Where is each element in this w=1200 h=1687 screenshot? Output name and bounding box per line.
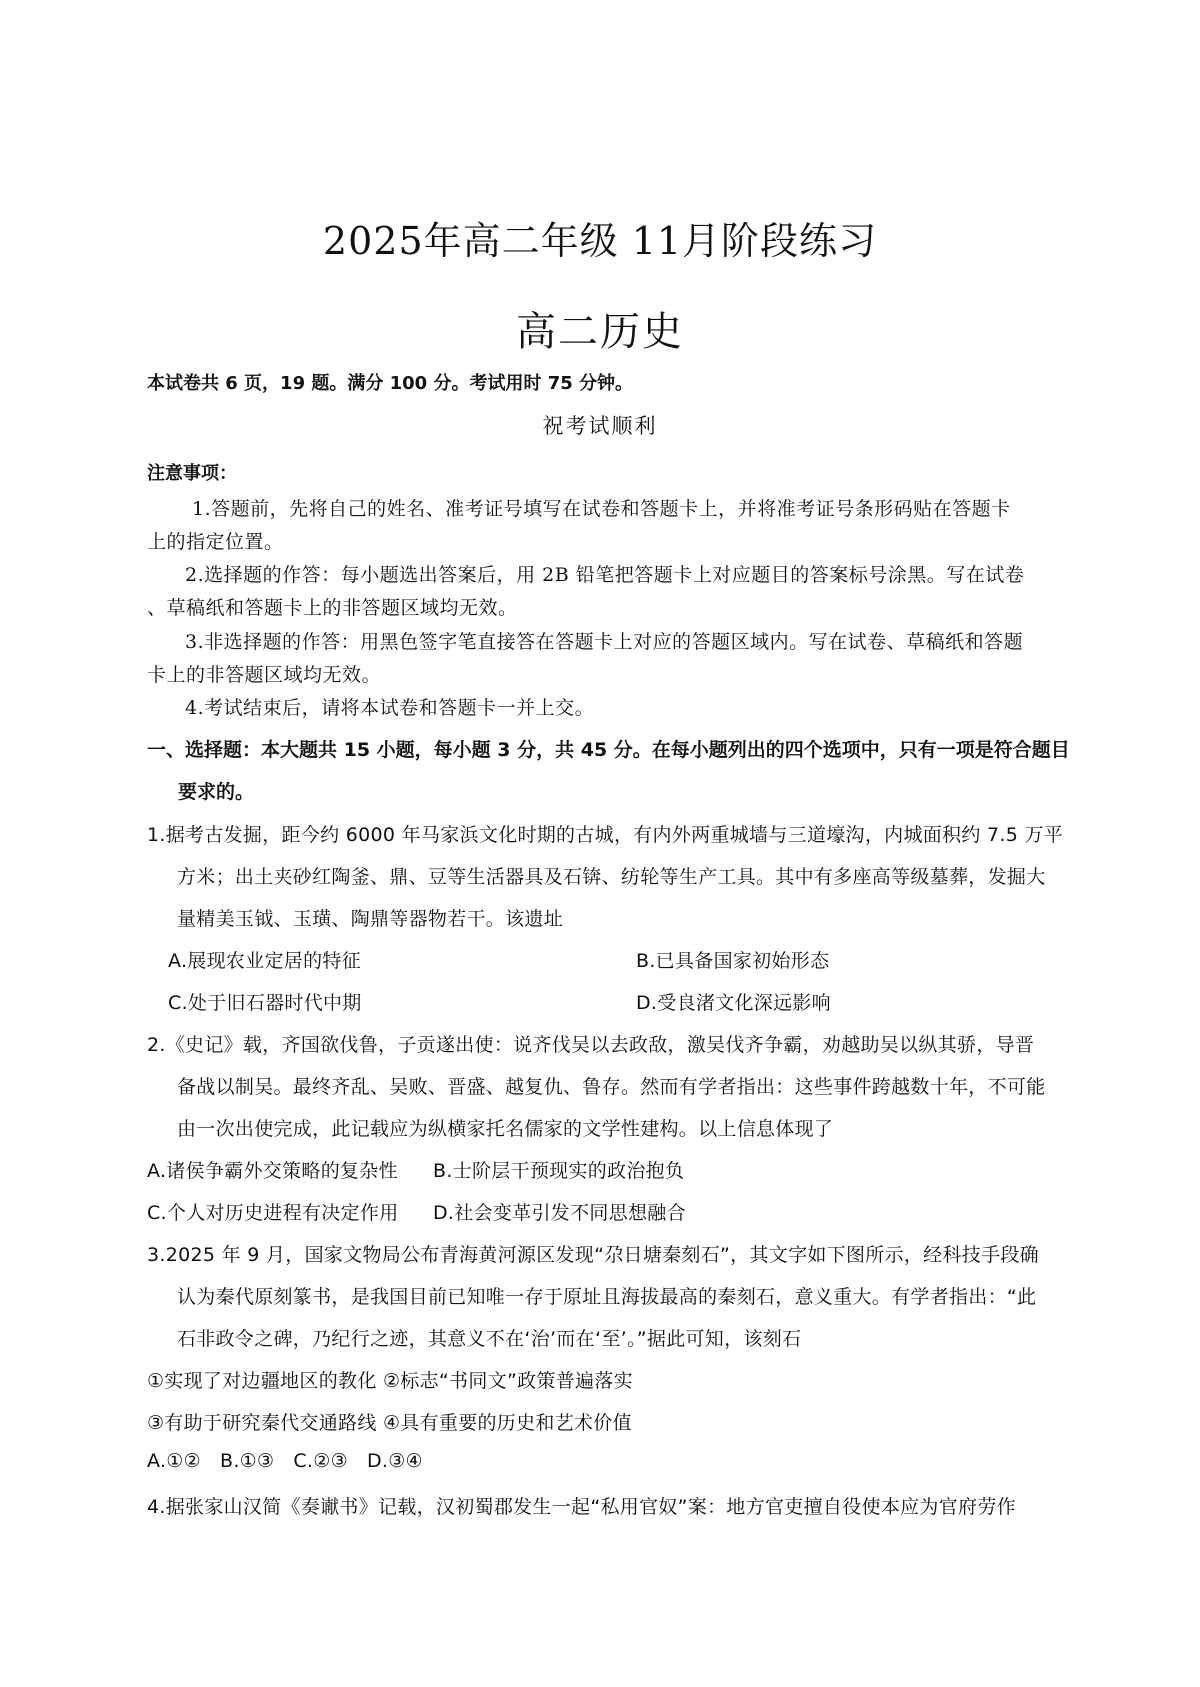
question-2-option-d: D.社会变革引发不同思想融合 [433, 1202, 686, 1224]
section-heading: 一、选择题：本大题共 15 小题，每小题 3 分，共 45 分。在每小题列出的四个选项中，只有一项是符合题目 [147, 739, 1070, 761]
notice-line: 上的指定位置。 [147, 531, 284, 553]
notice-line: 3.非选择题的作答：用黑色签字笔直接答在答题卡上对应的答题区域内。写在试卷、草稿纸和答题 [185, 631, 1024, 653]
question-3-line: 3.2025 年 9 月，国家文物局公布青海黄河源区发现“尕日塘秦刻石”，其文字如下图所示，经科技手段确 [147, 1244, 1039, 1266]
question-1-option-b: B.已具备国家初始形态 [636, 950, 830, 972]
question-2-option-c: C.个人对历史进程有决定作用 [147, 1202, 399, 1224]
section-heading-cont: 要求的。 [178, 781, 255, 803]
good-luck-text: 祝考试顺利 [542, 414, 658, 438]
question-1-option-c: C.处于旧石器时代中期 [168, 992, 362, 1014]
notice-line: 1.答题前，先将自己的姓名、准考证号填写在试卷和答题卡上，并将准考证号条形码贴在答题卡 [192, 498, 1011, 520]
question-1-line: 方米；出土夹砂红陶釜、鼎、豆等生活器具及石锛、纺轮等生产工具。其中有多座高等级墓葬，发掘大 [177, 866, 1046, 888]
exam-title: 2025年高二年级 11月阶段练习 [322, 219, 878, 263]
notice-title: 注意事项： [147, 463, 237, 484]
exam-info: 本试卷共 6 页，19 题。满分 100 分。考试用时 75 分钟。 [147, 373, 634, 394]
notice-line: 2.选择题的作答：每小题选出答案后，用 2B 铅笔把答题卡上对应题目的答案标号涂黑。写在试卷 [185, 564, 1025, 586]
question-2-option-a: A.诸侯争霸外交策略的复杂性 [147, 1160, 398, 1182]
notice-line: 4.考试结束后，请将本试卷和答题卡一并上交。 [185, 697, 595, 719]
question-3-statements: ③有助于研究秦代交通路线 ④具有重要的历史和艺术价值 [147, 1412, 632, 1434]
notice-line: 卡上的非答题区域均无效。 [147, 664, 382, 686]
question-2-line: 由一次出使完成，此记载应为纵横家托名儒家的文学性建构。以上信息体现了 [177, 1118, 834, 1140]
question-3-line: 石非政令之碑，乃纪行之迹，其意义不在‘治’而在‘至’。”据此可知，该刻石 [177, 1328, 802, 1350]
subject-title: 高二历史 [516, 309, 684, 355]
question-1-line: 量精美玉钺、玉璜、陶鼎等器物若干。该遗址 [177, 908, 564, 930]
notice-line: 、草稿纸和答题卡上的非答题区域均无效。 [147, 597, 518, 619]
question-1-option-a: A.展现农业定居的特征 [168, 950, 362, 972]
question-2-line: 备战以制吴。最终齐乱、吴败、晋盛、越复仇、鲁存。然而有学者指出：这些事件跨越数十年，不可能 [177, 1076, 1046, 1098]
question-1-line: 1.据考古发掘，距今约 6000 年马家浜文化时期的古城，有内外两重城墙与三道壕沟，内城面积约 7.5 万平 [147, 824, 1064, 846]
question-2-line: 2.《史记》载，齐国欲伐鲁，子贡遂出使：说齐伐吴以去政敌，激吴伐齐争霸，劝越助吴以纵其骄，导晋 [147, 1034, 1035, 1056]
question-3-line: 认为秦代原刻篆书，是我国目前已知唯一存于原址且海拔最高的秦刻石，意义重大。有学者指出：“此 [177, 1286, 1037, 1308]
question-2-option-b: B.士阶层干预现实的政治抱负 [433, 1160, 685, 1182]
question-3-options: A.①② B.①③ C.②③ D.③④ [147, 1450, 423, 1472]
question-1-option-d: D.受良渚文化深远影响 [636, 992, 831, 1014]
question-4-line: 4.据张家山汉简《奏谳书》记载，汉初蜀郡发生一起“私用官奴”案：地方官吏擅自役使本应为官府劳作 [147, 1496, 1016, 1518]
question-3-statements: ①实现了对边疆地区的教化 ②标志“书同文”政策普遍落实 [147, 1370, 633, 1392]
